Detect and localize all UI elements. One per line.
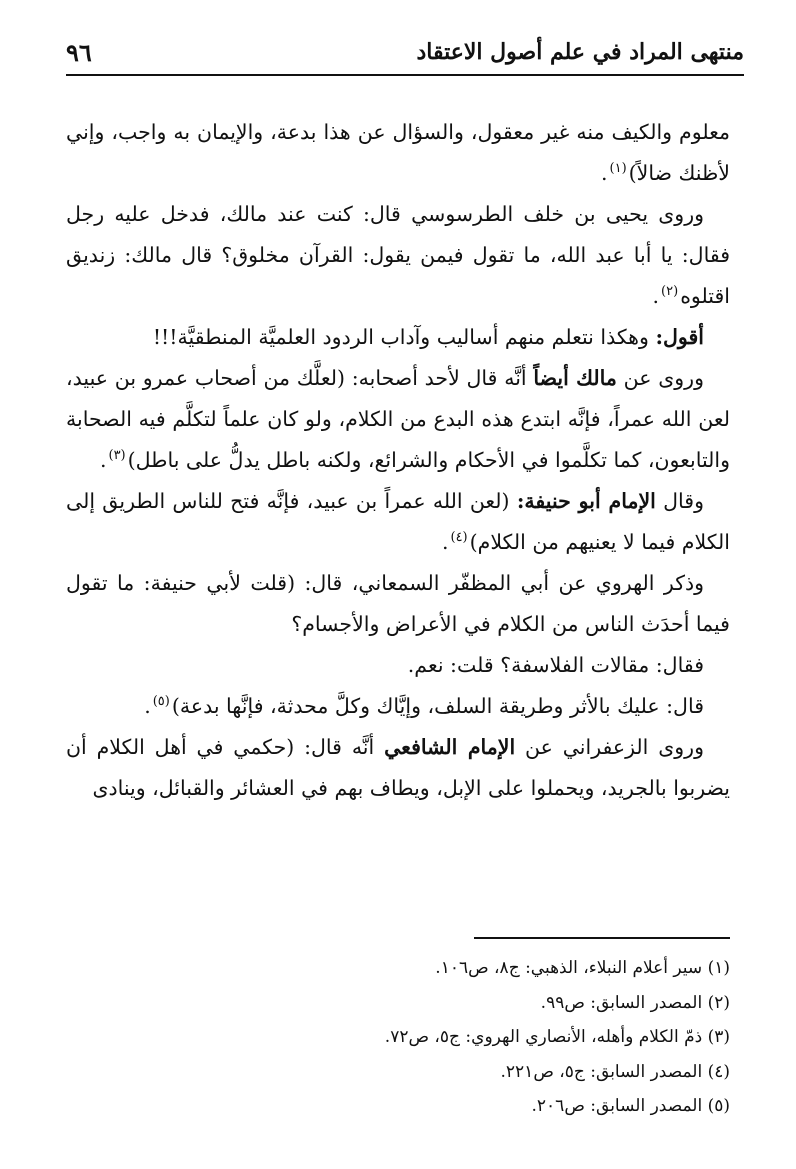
- paragraph-tail: .: [600, 161, 608, 185]
- paragraph: [66, 317, 730, 358]
- footnote: (٣) ذمّ الكلام وأهله، الأنصاري الهروي: ج٥، ص٧٢.: [384, 1027, 730, 1047]
- paragraph-tail: .: [441, 530, 449, 554]
- paragraph-text: معلوم والكيف منه غير معقول، والسؤال عن هذا بدعة، والإيمان به واجب، وإني لأظنك ضالاً): [66, 120, 730, 185]
- paragraph: [66, 563, 730, 645]
- body-text: [66, 112, 730, 809]
- paragraph-lead: وروى عن: [623, 366, 704, 390]
- paragraph: [66, 686, 730, 727]
- paragraph-text: وهكذا نتعلم منهم أساليب وآداب الردود العلميَّة المنطقيَّة!!!: [152, 325, 649, 349]
- paragraph-lead: وقال: [663, 489, 704, 513]
- emphasis-name: الإمام الشافعي: [384, 735, 516, 759]
- paragraph-text: (لعن الله عمراً بن عبيد، فإنَّه فتح للناس الطريق إلى الكلام فيما لا يعنيهم من الكلام): [66, 489, 730, 554]
- paragraph-text: وروى يحيى بن خلف الطرسوسي قال: كنت عند مالك، فدخل عليه رجل فقال: يا أبا عبد الله، ما تقول فيمن يقول: القرآن مخلوق؟ قال مالك: زنديق اقتلوه: [66, 202, 730, 308]
- paragraph: [66, 645, 730, 686]
- footnote: (٤) المصدر السابق: ج٥، ص٢٢١.: [500, 1061, 730, 1082]
- paragraph: [66, 112, 730, 194]
- emphasis-name: مالك أيضاً: [533, 366, 617, 390]
- paragraph-lead: وروى الزعفراني عن: [525, 735, 704, 759]
- emphasis-name: الإمام أبو حنيفة:: [516, 489, 656, 513]
- aqool-label: أقول:: [655, 325, 704, 349]
- paragraph-text: أنَّه قال لأحد أصحابه: (لعلَّك من أصحاب عمرو بن عبيد، لعن الله عمراً، فإنَّه ابتدع هذه البدع من الكلام، ولو كان علماً لتكلَّم فيه الصحابة والتابعون، كما تكلَّموا في الأحكام والشرائع، ولكنه باطل يدلُّ على باطل): [66, 366, 730, 472]
- paragraph-text: أنَّه قال: (حكمي في أهل الكلام أن يضربوا بالجريد، ويحملوا على الإبل، ويطاف بهم في العشائر والقبائل، وينادى: [66, 735, 730, 800]
- paragraph-tail: .: [652, 284, 660, 308]
- footnote-ref: (٥): [152, 694, 170, 710]
- paragraph: [66, 194, 730, 317]
- footnote: (١) سير أعلام النبلاء، الذهبي: ج٨، ص١٠٦.: [435, 958, 730, 978]
- footnote-ref: (١): [609, 161, 627, 177]
- paragraph: [66, 481, 730, 563]
- paragraph-text: فقال: مقالات الفلاسفة؟ قلت: نعم.: [407, 653, 704, 677]
- paragraph: [66, 727, 730, 809]
- footnotes: [66, 951, 730, 1124]
- footnote-ref: (٢): [661, 284, 679, 300]
- footnote-ref: (٣): [108, 448, 126, 464]
- footnote-separator: [474, 937, 730, 939]
- running-title: منتهى المراد في علم أصول الاعتقاد: [416, 39, 744, 65]
- page-header: [66, 30, 744, 76]
- footnote: (٢) المصدر السابق: ص٩٩.: [540, 992, 730, 1013]
- paragraph: [66, 358, 730, 481]
- footnote: (٥) المصدر السابق: ص٢٠٦.: [531, 1096, 730, 1116]
- paragraph-tail: .: [99, 448, 107, 472]
- paragraph-text: وذكر الهروي عن أبي المظفّر السمعاني، قال: (قلت لأبي حنيفة: ما تقول فيما أحدَث الناس من الكلام في الأعراض والأجسام؟: [66, 571, 730, 636]
- page-number: ٩٦: [66, 37, 92, 67]
- paragraph-tail: .: [144, 694, 151, 718]
- paragraph-text: قال: عليك بالأثر وطريقة السلف، وإيَّاك وكلَّ محدثة، فإنَّها بدعة): [171, 694, 704, 718]
- footnote-ref: (٤): [450, 530, 468, 546]
